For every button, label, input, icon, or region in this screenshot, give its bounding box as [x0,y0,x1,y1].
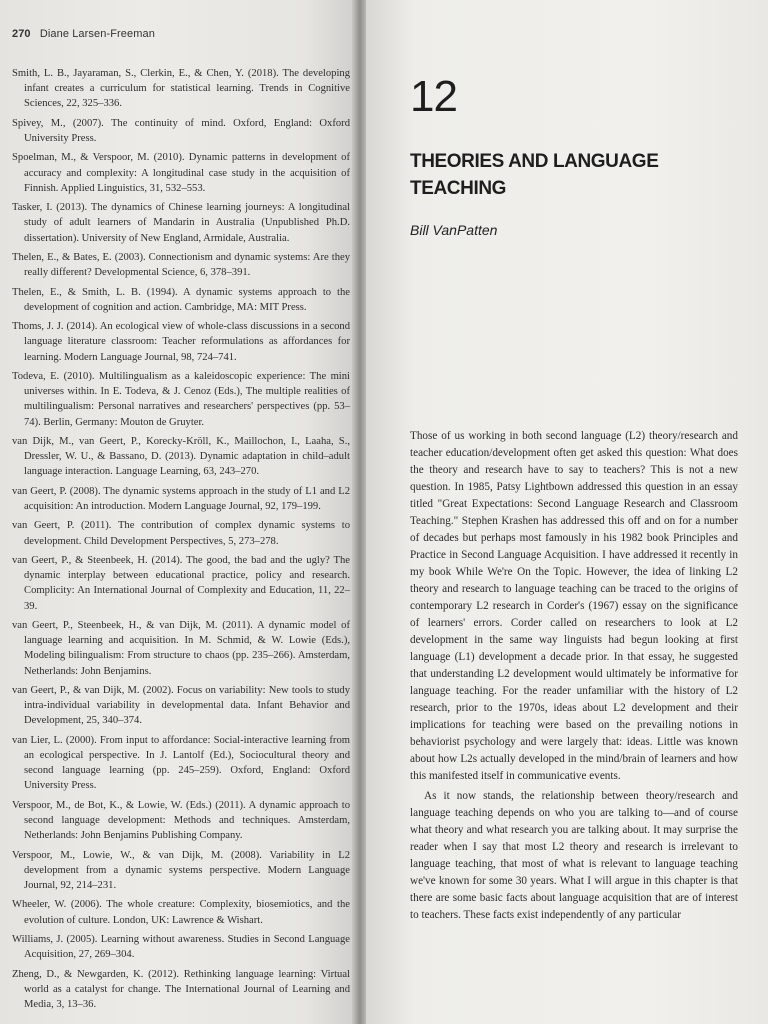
running-head-author: Diane Larsen-Freeman [39,28,155,40]
reference-entry: van Geert, P., & van Dijk, M. (2002). Focus on variability: New tools to study intra-individual variability in developmental data. Infant Behavior and Development, 25, 340–374. [12,684,350,727]
right-page [366,0,768,1024]
reference-entry: Spoelman, M., & Verspoor, M. (2010). Dynamic patterns in development of accuracy and complexity: A longitudinal case study in the acquisition of Finnish. Applied Linguistics, 31, 532–553. [12,152,350,194]
reference-entry: van Lier, L. (2000). From input to affordance: Social-interactive learning from an ecological perspective. In J. Lantolf (Ed.), Sociocultural theory and second language learning (pp. 245–259). Oxford, England: Oxford University Press. [12,734,350,792]
reference-entry: Wheeler, W. (2006). The whole creature: Complexity, biosemiotics, and the evolution of culture. London, UK: Lawrence & Wishart. [12,899,350,926]
reference-entry: van Dijk, M., van Geert, P., Korecky-Kröll, K., Maillochon, I., Laaha, S., Dressler, W. U., & Bassano, D. (2013). Dynamic adaptation in child–adult language interaction. Language Learning, 63, 243–270. [12,435,350,478]
reference-entry: van Geert, P., Steenbeek, H., & van Dijk, M. (2011). A dynamic model of language learning and acquisition. In M. Schmid, & W. Lowie (Eds.), Modeling bilingualism: From structure to chaos (pp. 235–266). Amsterdam, Netherlands: John Benjamins. [12,619,350,677]
page-number: 270 [12,28,31,40]
reference-entry: van Geert, P. (2011). The contribution of complex dynamic systems to development. Child Development Perspectives, 5, 273–278. [12,520,350,547]
reference-entry: van Geert, P. (2008). The dynamic systems approach in the study of L1 and L2 acquisition: An introduction. Modern Language Journal, 92, 179–199. [12,485,350,512]
body-paragraph: Those of us working in both second language (L2) theory/research and teacher education/development often get asked this question: What does the theory and research have to say to teachers? This is not a new question. In 1985, Patsy Lightbown addressed this question in an essay titled "Great Expectations: Second Language Research and Classroom Teaching." Stephen Krashen has addressed this off and on for a number of decades but perhaps most famously in his 1982 book Principles and Practice in Second Language Acquisition. I have addressed it recently in my book While We're On the Topic. However, the idea of linking L2 theory and research to language teaching can be traced to the origins of contemporary L2 research in Corder's (1967) essay on the significance of learners' errors. Corder called on researchers to look at L2 development in the same way linguists had begun looking at first language (L1) development a decade prior. In that essay, he suggested that understanding L2 development would ultimately be informative for language teaching. For the reader unfamiliar with the history of L2 research, prior to the 1970s, ideas about L2 development and their implications for teaching were based on the prevailing notions in behaviorist psychology and were largely that: ideas. Little was known about how L2s actually developed in the mind/brain of learners and how this manifested itself in communicative events. [410,430,738,782]
reference-entry: Zheng, D., & Newgarden, K. (2012). Rethinking language learning: Virtual world as a catalyst for change. The International Journal of Learning and Media, 3, 13–36. [12,968,350,1010]
left-page [0,0,358,1024]
chapter-author: Bill VanPatten [410,222,498,238]
reference-entry: Thelen, E., & Bates, E. (2003). Connectionism and dynamic systems: Are they really different? Developmental Science, 6, 378–391. [12,251,350,279]
chapter-number: 12 [410,72,457,121]
reference-entry: Todeva, E. (2010). Multilingualism as a kaleidoscopic experience: The mini universes within. In E. Todeva, & J. Cenoz (Eds.), The multiple realities of multilingualism: Personal narratives and researchers' perspectives (pp. 53–74). Berlin, Germany: Mouton de Gruyter. [12,370,350,428]
reference-entry: Smith, L. B., Jayaraman, S., Clerkin, E., & Chen, Y. (2018). The developing infant creates a curriculum for statistical learning. Trends in Cognitive Sciences, 22, 325–336. [12,68,350,110]
chapter-body [390,428,738,924]
reference-entry: Thelen, E., & Smith, L. B. (1994). A dynamic systems approach to the development of cognition and action. Cambridge, MA: MIT Press. [12,286,350,313]
body-paragraph: As it now stands, the relationship between theory/research and language teaching depends on who you are talking to—and of course what theory and what research you are talking about. It may surprise the reader when I say that most L2 theory and research is irrelevant to language teaching, that most of what is relevant to language teaching we've known for some 30 years. What I will argue in this chapter is that there are some basic facts about language acquisition that are of interest to teachers. These facts exist independently of any particular [410,790,738,921]
reference-entry: Spivey, M., (2007). The continuity of mind. Oxford, England: Oxford University Press. [12,117,350,144]
reference-entry: Williams, J. (2005). Learning without awareness. Studies in Second Language Acquisition, 27, 269–304. [12,933,350,961]
reference-entry: Verspoor, M., Lowie, W., & van Dijk, M. (2008). Variability in L2 development from a dynamic systems perspective. Modern Language Journal, 92, 214–231. [12,849,350,891]
reference-entry: Verspoor, M., de Bot, K., & Lowie, W. (Eds.) (2011). A dynamic approach to second language development: Methods and techniques. Amsterdam, Netherlands: John Benjamins Publishing Company. [12,799,350,842]
reference-entry: van Geert, P., & Steenbeek, H. (2014). The good, the bad and the ugly? The dynamic interplay between educational practice, policy and research. Complicity: An International Journal of Complexity and Education, 11, 22–39. [12,554,350,612]
reference-entry: Tasker, I. (2013). The dynamics of Chinese learning journeys: A longitudinal study of adult learners of Mandarin in Australia (Unpublished Ph.D. dissertation). University of New England, Armidale, Australia. [12,202,350,244]
reference-list [12,66,350,1012]
reference-entry: Thoms, J. J. (2014). An ecological view of whole-class discussions in a second language literature classroom: Teacher reformulations as affordances for learning. Modern Language Journal, 98, 724–741. [12,321,350,363]
chapter-title: THEORIES AND LANGUAGE TEACHING [410,151,659,199]
running-head [12,28,350,40]
